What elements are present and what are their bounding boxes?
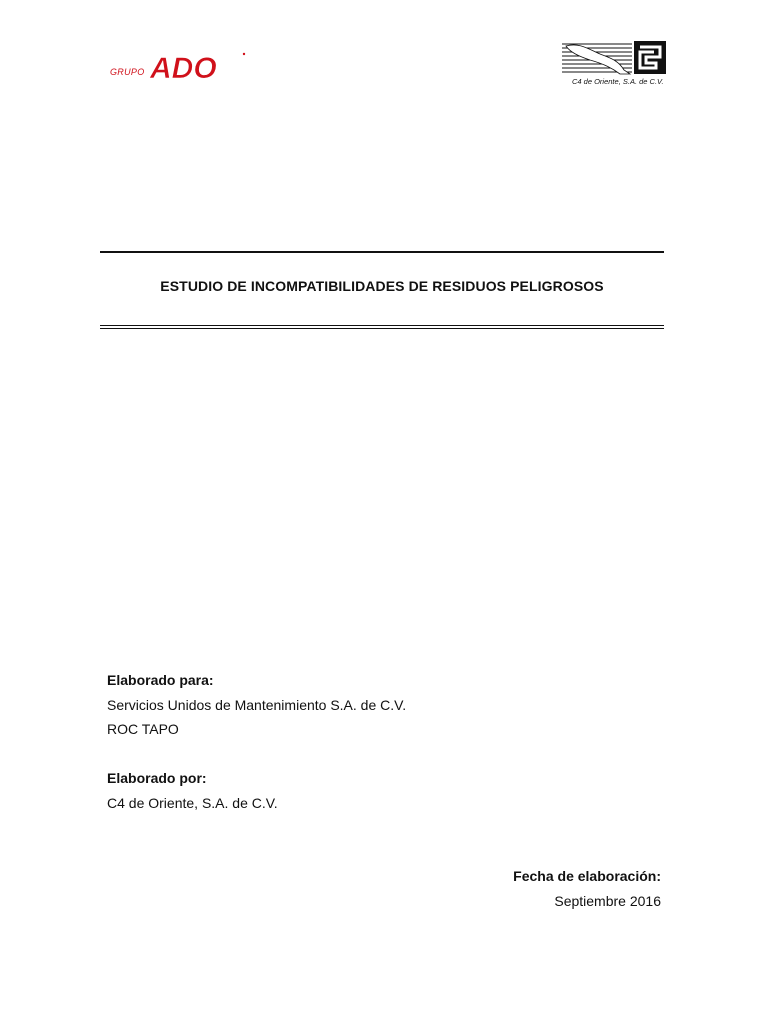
document-title: ESTUDIO DE INCOMPATIBILIDADES DE RESIDUOS PELIGROSOS (160, 278, 604, 294)
prepared-by-section (107, 766, 278, 815)
prepared-for-company: Servicios Unidos de Mantenimiento S.A. de C.V. (107, 696, 407, 713)
date-value: Septiembre 2016 (554, 893, 661, 909)
prepared-for-section (107, 668, 406, 742)
prepared-by-label: Elaborado por: (107, 770, 207, 786)
title-bottom-rule (100, 325, 664, 329)
prepared-for-site: ROC TAPO (107, 721, 179, 737)
date-label: Fecha de elaboración: (513, 868, 661, 884)
prepared-for-label: Elaborado para: (107, 672, 214, 688)
logo-caption: C4 de Oriente, S.A. de C.V. (572, 77, 664, 86)
ado-wordmark-icon (146, 50, 246, 84)
date-section (513, 864, 661, 914)
title-top-rule (100, 251, 664, 253)
logo-brand: ADO (150, 52, 217, 84)
c4-oriente-logo (560, 40, 670, 90)
grupo-ado-logo (108, 50, 248, 86)
c4-emblem-icon (560, 40, 668, 76)
prepared-by-company: C4 de Oriente, S.A. de C.V. (107, 794, 278, 811)
logo-prefix: GRUPO (110, 67, 145, 77)
